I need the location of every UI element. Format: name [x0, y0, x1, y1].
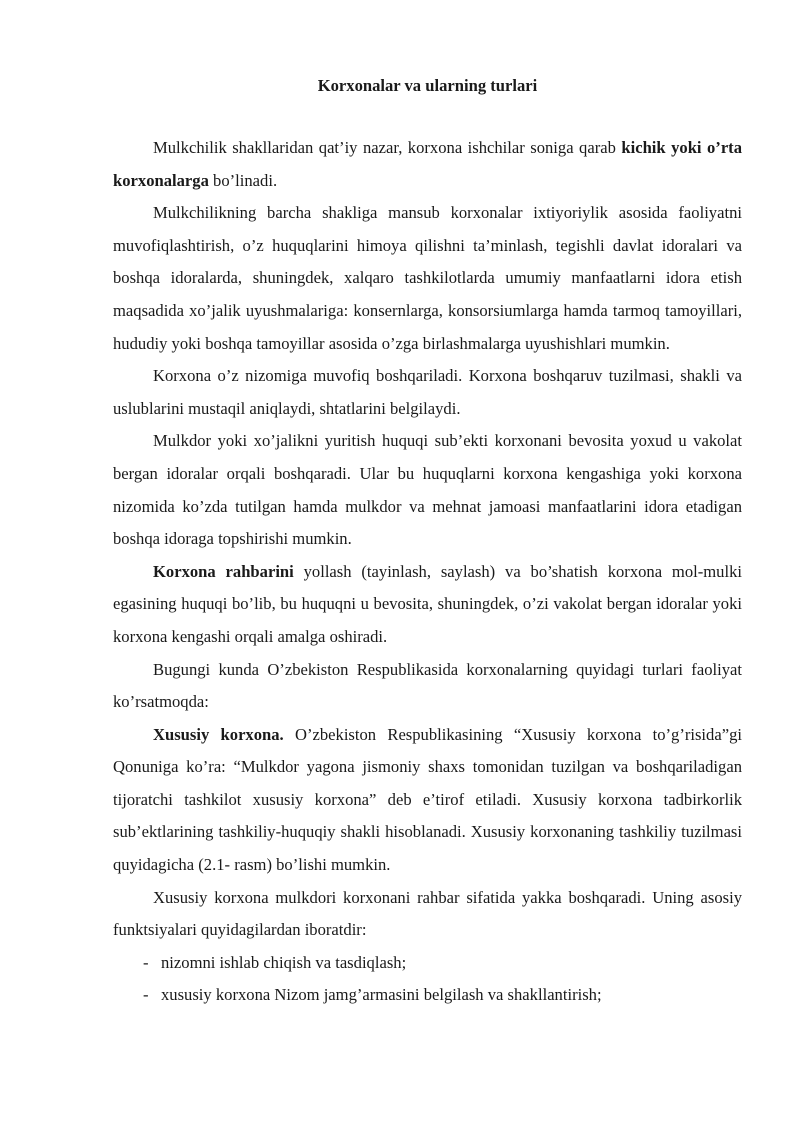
paragraph-5-bold: Korxona rahbarini — [153, 561, 294, 581]
paragraph-5 — [113, 556, 742, 654]
paragraph-4: Mulkdor yoki xo’jalikni yuritish huquqi sub’ekti korxonani bevosita yoxud u vakolat bergan idoralar orqali boshqaradi. Ular bu huquqlarni korxona kengashiga yoki korxona nizomida ko’zda tutilgan hamda mulkdor va mehnat jamoasi manfaatlarini idora etadigan boshqa idoraga topshirishi mumkin. — [113, 431, 742, 549]
paragraph-7-text: O’zbekiston Respublikasining “Xususiy korxona to’g’risida”gi Qonuniga ko’ra: “Mulkdor yagona jismoniy shaxs tomonidan tuzilgan va boshqariladigan tijoratchi tashkilot xususiy korxona” deb e’tirof etiladi. Xususiy korxona tadbirkorlik sub’ektlarining tashkiliy-huquqiy shakli hisoblanadi. Xususiy korxonaning tashkiliy tuzilmasi quyidagicha (2.1- rasm) bo’lishi mumkin. — [113, 724, 742, 875]
paragraph-1 — [113, 132, 742, 197]
document-title: Korxonalar va ularning turlari — [317, 76, 538, 95]
paragraph-7-bold: Xususiy korxona. — [153, 724, 284, 744]
paragraph-3: Korxona o’z nizomiga muvofiq boshqariladi. Korxona boshqaruv tuzilmasi, shakli va uslublarini mustaqil aniqlaydi, shtatlarini belgilaydi. — [113, 366, 742, 418]
paragraph-6: Bugungi kunda O’zbekiston Respublikasida korxonalarning quyidagi turlari faoliyat ko’rsatmoqda: — [113, 659, 742, 712]
list-dash: - — [143, 985, 149, 1005]
list-item-text: xususiy korxona Nizom jamg’armasini belgilash va shakllantirish; — [161, 985, 602, 1005]
list-item-text: nizomni ishlab chiqish va tasdiqlash; — [161, 952, 407, 972]
list-dash: - — [143, 952, 149, 972]
list-item — [113, 979, 742, 1012]
paragraph-8: Xususiy korxona mulkdori korxonani rahbar sifatida yakka boshqaradi. Uning asosiy funktsiyalari quyidagilardan iboratdir: — [113, 887, 742, 940]
list-item — [113, 947, 742, 980]
paragraph-5-text: yollash (tayinlash, saylash) va bo’shatish korxona mol-mulki egasining huquqi bo’lib, bu huquqni u bevosita, shuningdek, o’zi vakolat bergan idoralar yoki korxona kengashi orqali amalga oshiradi. — [113, 561, 742, 646]
paragraph-2: Mulkchilikning barcha shakliga mansub korxonalar ixtiyoriylik asosida faoliyatni muvofiqlashtirish, o’z huquqlarini himoya qilishni ta’minlash, tegishli davlat idoralari va boshqa idoralarda, shuningdek, xalqaro tashkilotlarda umumiy manfaatlarni idora etish maqsadida xo’jalik uyushmalariga: konsernlarga, konsorsiumlarga hamda tarmoq tamoyillari, hududiy yoki boshqa tamoyillar asosida o’zga birlashmalarga uyushishlari mumkin. — [113, 203, 742, 353]
paragraph-1-text: Mulkchilik shakllaridan qat’iy nazar, korxona ishchilar soniga qarab — [153, 138, 622, 157]
paragraph-7 — [113, 719, 742, 882]
document-page — [113, 70, 742, 1012]
paragraph-1-tail: bo’linadi. — [208, 170, 278, 190]
function-list — [113, 947, 742, 1012]
paragraph-1-bold: kichik yoki o’rta korxonalarga — [113, 138, 743, 190]
